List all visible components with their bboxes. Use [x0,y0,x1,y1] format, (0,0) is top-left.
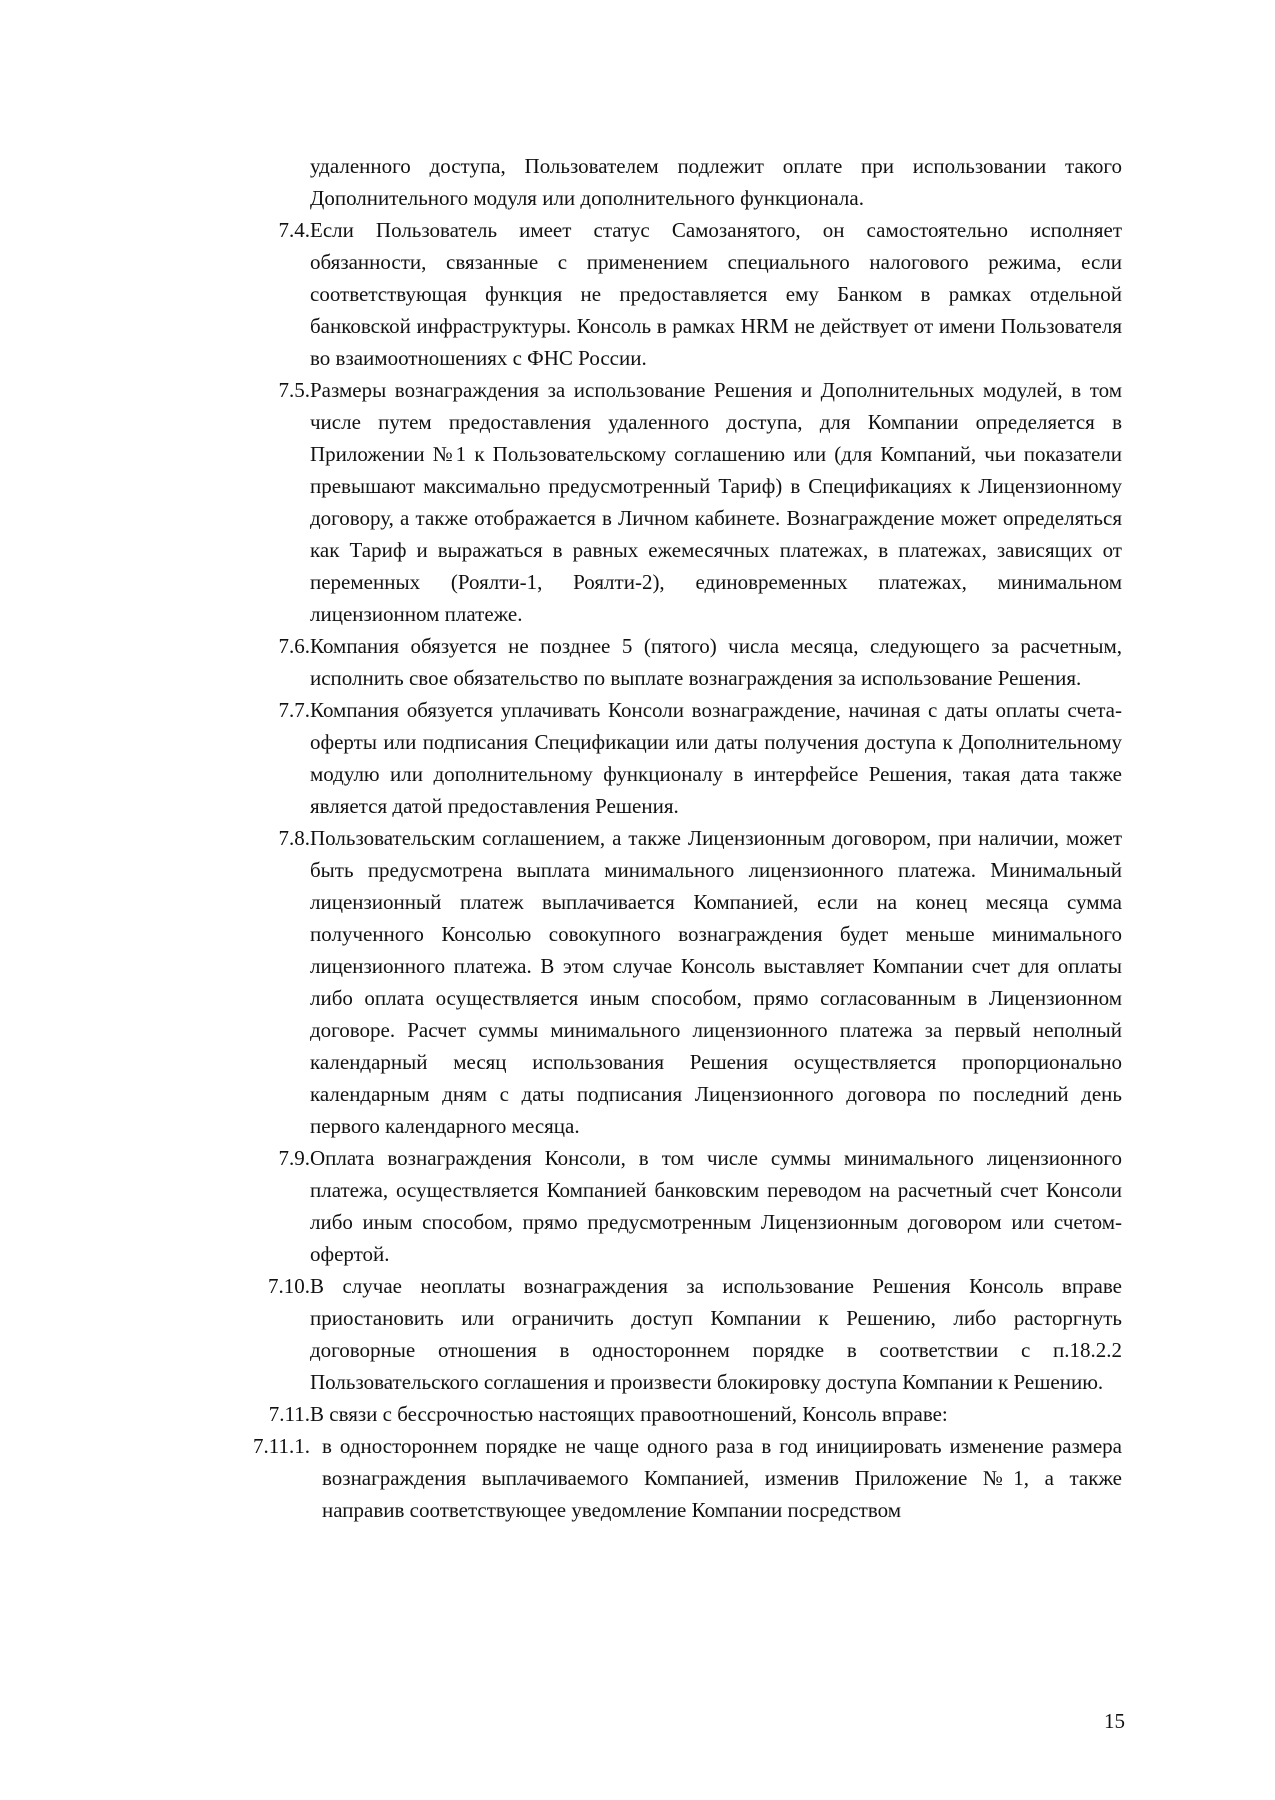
subclause-text: в одностороннем порядке не чаще одного раза в год инициировать изменение размера вознаграждения выплачиваемого Компанией, изменив Приложение №1, а также направив соответствующее уведомление Компании посредством [322,1434,1122,1522]
clause-text: Компания обязуется уплачивать Консоли вознаграждение, начиная с даты оплаты счета-оферты или подписания Спецификации или даты получения доступа к Дополнительному модулю или дополнительному функционалу в интерфейсе Решения, такая дата также является датой предоставления Решения. [310,698,1122,818]
clause-7-6 [200,630,1125,694]
clause-number: 7.8. [278,826,310,850]
clause-number: 7.5. [278,378,310,402]
clause-7-11-1 [200,1430,1125,1526]
clause-7-7 [200,694,1125,822]
clause-7-11 [200,1398,1125,1430]
clause-number: 7.9. [278,1146,310,1170]
clause-text: Оплата вознаграждения Консоли, в том числе суммы минимального лицензионного платежа, осуществляется Компанией банковским переводом на расчетный счет Консоли либо иным способом, прямо предусмотренным Лицензионным договором или счетом-офертой. [310,1146,1122,1266]
paragraph-continuation [200,150,1125,214]
paragraph-text: удаленного доступа, Пользователем подлежит оплате при использовании такого Дополнительного модуля или дополнительного функционала. [310,154,1122,210]
clause-text: Пользовательским соглашением, а также Лицензионным договором, при наличии, может быть предусмотрена выплата минимального лицензионного платежа. Минимальный лицензионный платеж выплачивается Компанией, если на конец месяца сумма полученного Консолью совокупного вознаграждения будет меньше минимального лицензионного платежа. В этом случае Консоль выставляет Компании счет для оплаты либо оплата осуществляется иным способом, прямо согласованным в Лицензионном договоре. Расчет суммы минимального лицензионного платежа за первый неполный календарный месяц использования Решения осуществляется пропорционально календарным дням с даты подписания Лицензионного договора по последний день первого календарного месяца. [310,826,1122,1138]
clause-number: 7.10. [268,1274,310,1298]
clause-text: Компания обязуется не позднее 5 (пятого) числа месяца, следующего за расчетным, исполнить свое обязательство по выплате вознаграждения за использование Решения. [310,634,1122,690]
clause-text: Если Пользователь имеет статус Самозанятого, он самостоятельно исполняет обязанности, связанные с применением специального налогового режима, если соответствующая функция не предоставляется ему Банком в рамках отдельной банковской инфраструктуры. Консоль в рамках HRM не действует от имени Пользователя во взаимоотношениях с ФНС России. [310,218,1122,370]
clause-7-9 [200,1142,1125,1270]
clause-text: В случае неоплаты вознаграждения за использование Решения Консоль вправе приостановить или ограничить доступ Компании к Решению, либо расторгнуть договорные отношения в одностороннем порядке в соответствии с п.18.2.2 Пользовательского соглашения и произвести блокировку доступа Компании к Решению. [310,1274,1122,1394]
clause-number: 7.4. [278,218,310,242]
document-body [200,150,1125,1526]
clause-number: 7.6. [278,634,310,658]
clause-number: 7.11. [268,1402,310,1426]
clause-text: В связи с бессрочностью настоящих правоотношений, Консоль вправе: [310,1402,948,1426]
page-number: 15 [1104,1709,1125,1733]
clause-7-10 [200,1270,1125,1398]
clause-text: Размеры вознаграждения за использование Решения и Дополнительных модулей, в том числе путем предоставления удаленного доступа, для Компании определяется в Приложении №1 к Пользовательскому соглашению или (для Компаний, чьи показатели превышают максимально предусмотренный Тариф) в Спецификациях к Лицензионному договору, а также отображается в Личном кабинете. Вознаграждение может определяться как Тариф и выражаться в равных ежемесячных платежах, в платежах, зависящих от переменных (Роялти-1, Роялти-2), единовременных платежах, минимальном лицензионном платеже. [310,378,1122,626]
subclause-number: 7.11.1. [253,1434,310,1458]
clause-7-8 [200,822,1125,1142]
clause-number: 7.7. [278,698,310,722]
clause-7-4 [200,214,1125,374]
clause-7-5 [200,374,1125,630]
